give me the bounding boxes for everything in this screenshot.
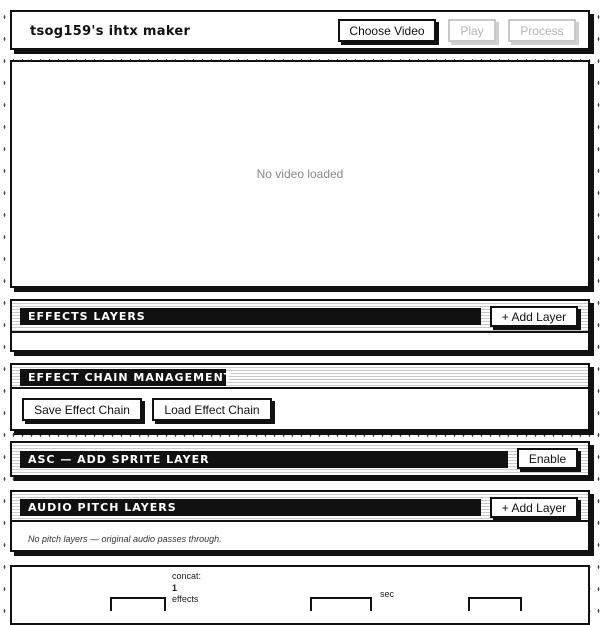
header-panel [10,10,590,50]
concat-effects-label: effects [172,594,199,604]
effect-chain-title: EFFECT CHAIN MANAGEMENT [20,369,226,386]
audio-pitch-header [12,492,588,522]
asc-header [12,443,588,475]
sec-label: sec [380,589,395,599]
asc-title: ASC — ADD SPRITE LAYER [20,451,508,468]
no-video-text: No video loaded [256,167,344,181]
audio-pitch-title: AUDIO PITCH LAYERS [20,499,481,516]
choose-video-button[interactable]: Choose Video [338,19,436,42]
effect-chain-header [12,365,588,389]
save-effect-chain-button[interactable]: Save Effect Chain [22,398,142,421]
concat-input-right[interactable] [468,597,522,611]
process-button[interactable]: Process [508,19,576,42]
audio-pitch-panel [10,490,590,552]
load-effect-chain-button[interactable]: Load Effect Chain [152,398,272,421]
concat-input-middle[interactable] [310,597,372,611]
audio-pitch-add-layer-button[interactable]: + Add Layer [490,497,578,518]
app-title: tsog159's ihtx maker [30,24,191,39]
concat-count: 1 [172,583,178,593]
play-button[interactable]: Play [448,19,496,42]
concat-panel [10,565,590,625]
effects-layers-header [12,301,588,333]
effects-layers-title: EFFECTS LAYERS [20,308,481,325]
concat-label: concat: [172,571,202,581]
asc-enable-button[interactable]: Enable [517,448,578,469]
effects-layers-panel [10,299,590,352]
concat-input-left[interactable] [110,597,166,611]
effect-chain-panel [10,363,590,431]
video-preview [10,60,590,288]
no-pitch-layers-note: No pitch layers — original audio passes through. [28,534,222,544]
asc-panel [10,441,590,477]
effects-add-layer-button[interactable]: + Add Layer [490,306,578,327]
